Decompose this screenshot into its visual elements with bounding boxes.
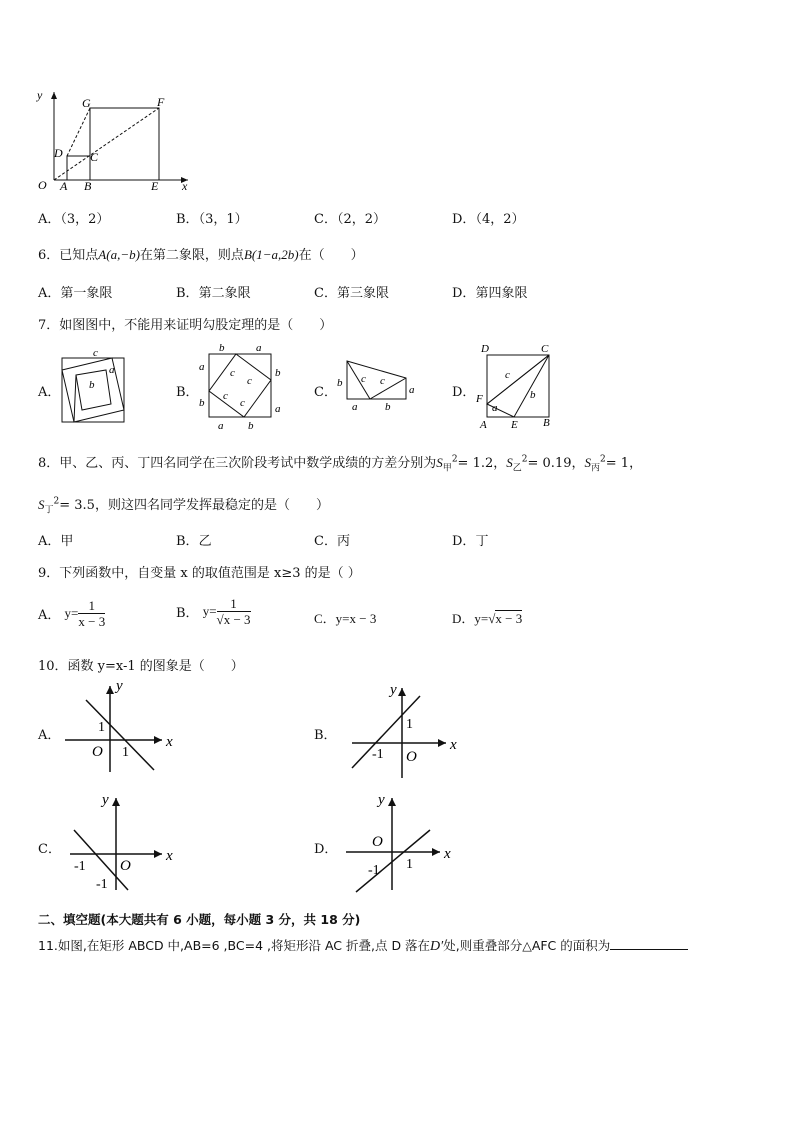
svg-text:a: a (218, 420, 224, 432)
svg-text:y: y (390, 682, 397, 698)
svg-text:x: x (444, 846, 451, 862)
svg-text:B: B (84, 179, 92, 193)
svg-text:c: c (361, 373, 366, 385)
svg-text:-1: -1 (368, 863, 380, 878)
svg-text:a: a (409, 384, 415, 396)
svg-text:b: b (219, 342, 225, 354)
q9-question: 9．下列函数中，自变量 x 的取值范围是 x≥3 的是（ ） (38, 566, 361, 581)
svg-text:C: C (90, 150, 99, 164)
q10-graph-b (346, 676, 466, 780)
svg-text:b: b (199, 397, 205, 409)
q8-option-b[interactable]: B．乙 (176, 534, 212, 549)
q8-question-line1: 8．甲、乙、丙、丁四名同学在三次阶段考试中数学成绩的方差分别为$S_甲^2= 1.2$，$S_乙^2= 0.19$，$S_丙^2= 1$， (38, 454, 643, 474)
svg-text:c: c (223, 390, 228, 402)
svg-text:D: D (54, 146, 63, 160)
svg-text:O: O (372, 834, 383, 850)
q7-question: 7．如图图中，不能用来证明勾股定理的是（ ） (38, 318, 333, 333)
svg-text:x: x (182, 179, 188, 193)
q10-option-d[interactable]: D． (314, 842, 338, 857)
svg-text:O: O (406, 749, 417, 765)
svg-text:b: b (385, 401, 391, 413)
svg-text:O: O (120, 858, 131, 874)
q6-option-b[interactable]: B．第二象限 (176, 286, 251, 301)
svg-text:G: G (82, 96, 91, 110)
q7-figure-c (334, 352, 424, 416)
svg-text:y: y (116, 678, 123, 694)
q5-option-d[interactable]: D．（4，2） (452, 212, 525, 227)
q10-graph-c (66, 790, 186, 894)
q7-option-c[interactable]: C． (314, 385, 337, 400)
svg-text:1: 1 (98, 720, 105, 735)
svg-text:c: c (380, 375, 385, 387)
svg-text:y: y (37, 88, 43, 102)
q8-option-a[interactable]: A．甲 (38, 534, 74, 549)
svg-text:b: b (530, 389, 536, 401)
svg-text:y: y (102, 792, 109, 808)
q5-option-c[interactable]: C．（2，2） (314, 212, 386, 227)
q7-figure-a (56, 344, 132, 426)
svg-text:b: b (337, 377, 343, 389)
svg-text:a: a (256, 342, 262, 354)
q11-question: 11.如图,在矩形 ABCD 中,AB=6 ,BC=4 ,将矩形沿 AC 折叠,点 D 落在D′处,则重叠部分△AFC 的面积为 (38, 936, 688, 955)
fraction: $\frac{1}{√x - 3}$ (216, 596, 251, 627)
q9-option-c[interactable]: C．y=x − 3 (314, 611, 377, 626)
fraction: $\frac{1}{x - 3}$ (78, 598, 106, 629)
svg-text:C: C (541, 343, 549, 355)
svg-text:c: c (93, 347, 98, 359)
q8-option-d[interactable]: D．丁 (452, 534, 489, 549)
q9-option-b[interactable]: B． y= $\frac{1}{√x - 3}$ (176, 596, 251, 627)
q10-graph-d (342, 790, 462, 894)
svg-text:y: y (378, 792, 385, 808)
q6-question: 6．已知点A(a,−b)在第二象限，则点B(1−a,2b)在（ ） (38, 247, 364, 263)
q6-option-d[interactable]: D．第四象限 (452, 286, 528, 301)
svg-text:-1: -1 (96, 877, 108, 892)
q7-option-d[interactable]: D． (452, 385, 476, 400)
svg-text:a: a (109, 364, 115, 376)
svg-text:c: c (505, 369, 510, 381)
q6-option-a[interactable]: A．第一象限 (38, 286, 113, 301)
q10-option-b[interactable]: B． (314, 728, 337, 743)
svg-text:A: A (480, 419, 487, 431)
svg-text:a: a (199, 361, 205, 373)
svg-text:-1: -1 (74, 859, 86, 874)
svg-text:O: O (38, 178, 47, 192)
q10-option-a[interactable]: A． (38, 728, 61, 743)
q10-option-c[interactable]: C． (38, 842, 61, 857)
svg-text:c: c (240, 397, 245, 409)
svg-text:D: D (481, 343, 489, 355)
svg-text:a: a (352, 401, 358, 413)
svg-text:E: E (511, 419, 518, 431)
svg-text:1: 1 (406, 717, 413, 732)
svg-text:F: F (157, 95, 165, 109)
q7-figure-b (196, 340, 286, 432)
svg-text:-1: -1 (372, 747, 384, 762)
svg-text:x: x (450, 737, 457, 753)
svg-text:b: b (248, 420, 254, 432)
svg-text:1: 1 (122, 745, 129, 760)
svg-text:c: c (247, 375, 252, 387)
q5-coordinate-figure (30, 86, 200, 196)
q8-question-line2: $S_丁^2= 3.5$，则这四名同学发挥最稳定的是（ ） (38, 496, 329, 516)
svg-text:F: F (476, 393, 483, 405)
svg-text:1: 1 (406, 857, 413, 872)
answer-blank[interactable] (610, 937, 688, 950)
q5-option-a[interactable]: A．（3，2） (38, 212, 110, 227)
svg-text:B: B (543, 417, 550, 429)
q10-question: 10．函数 y=x-1 的图象是（ ） (38, 659, 244, 674)
q5-option-b[interactable]: B．（3，1） (176, 212, 248, 227)
q10-graph-a (62, 676, 182, 776)
q7-figure-d (470, 340, 562, 432)
q6-option-c[interactable]: C．第三象限 (314, 286, 389, 301)
q9-option-a[interactable]: A． y= $\frac{1}{x - 3}$ (38, 598, 106, 629)
svg-text:O: O (92, 744, 103, 760)
q9-option-d[interactable]: D．y=√x − 3 (452, 611, 523, 626)
q7-option-b[interactable]: B． (176, 385, 199, 400)
svg-text:x: x (166, 734, 173, 750)
svg-text:b: b (275, 367, 281, 379)
svg-text:x: x (166, 848, 173, 864)
q7-option-a[interactable]: A． (38, 385, 61, 400)
svg-text:b: b (89, 379, 95, 391)
q8-option-c[interactable]: C．丙 (314, 534, 350, 549)
svg-text:a: a (275, 403, 281, 415)
svg-text:E: E (151, 179, 159, 193)
svg-text:c: c (230, 367, 235, 379)
svg-text:A: A (60, 179, 68, 193)
svg-text:a: a (492, 402, 498, 414)
section-heading: 二、填空题(本大题共有 6 小题，每小题 3 分，共 18 分) (38, 912, 361, 927)
